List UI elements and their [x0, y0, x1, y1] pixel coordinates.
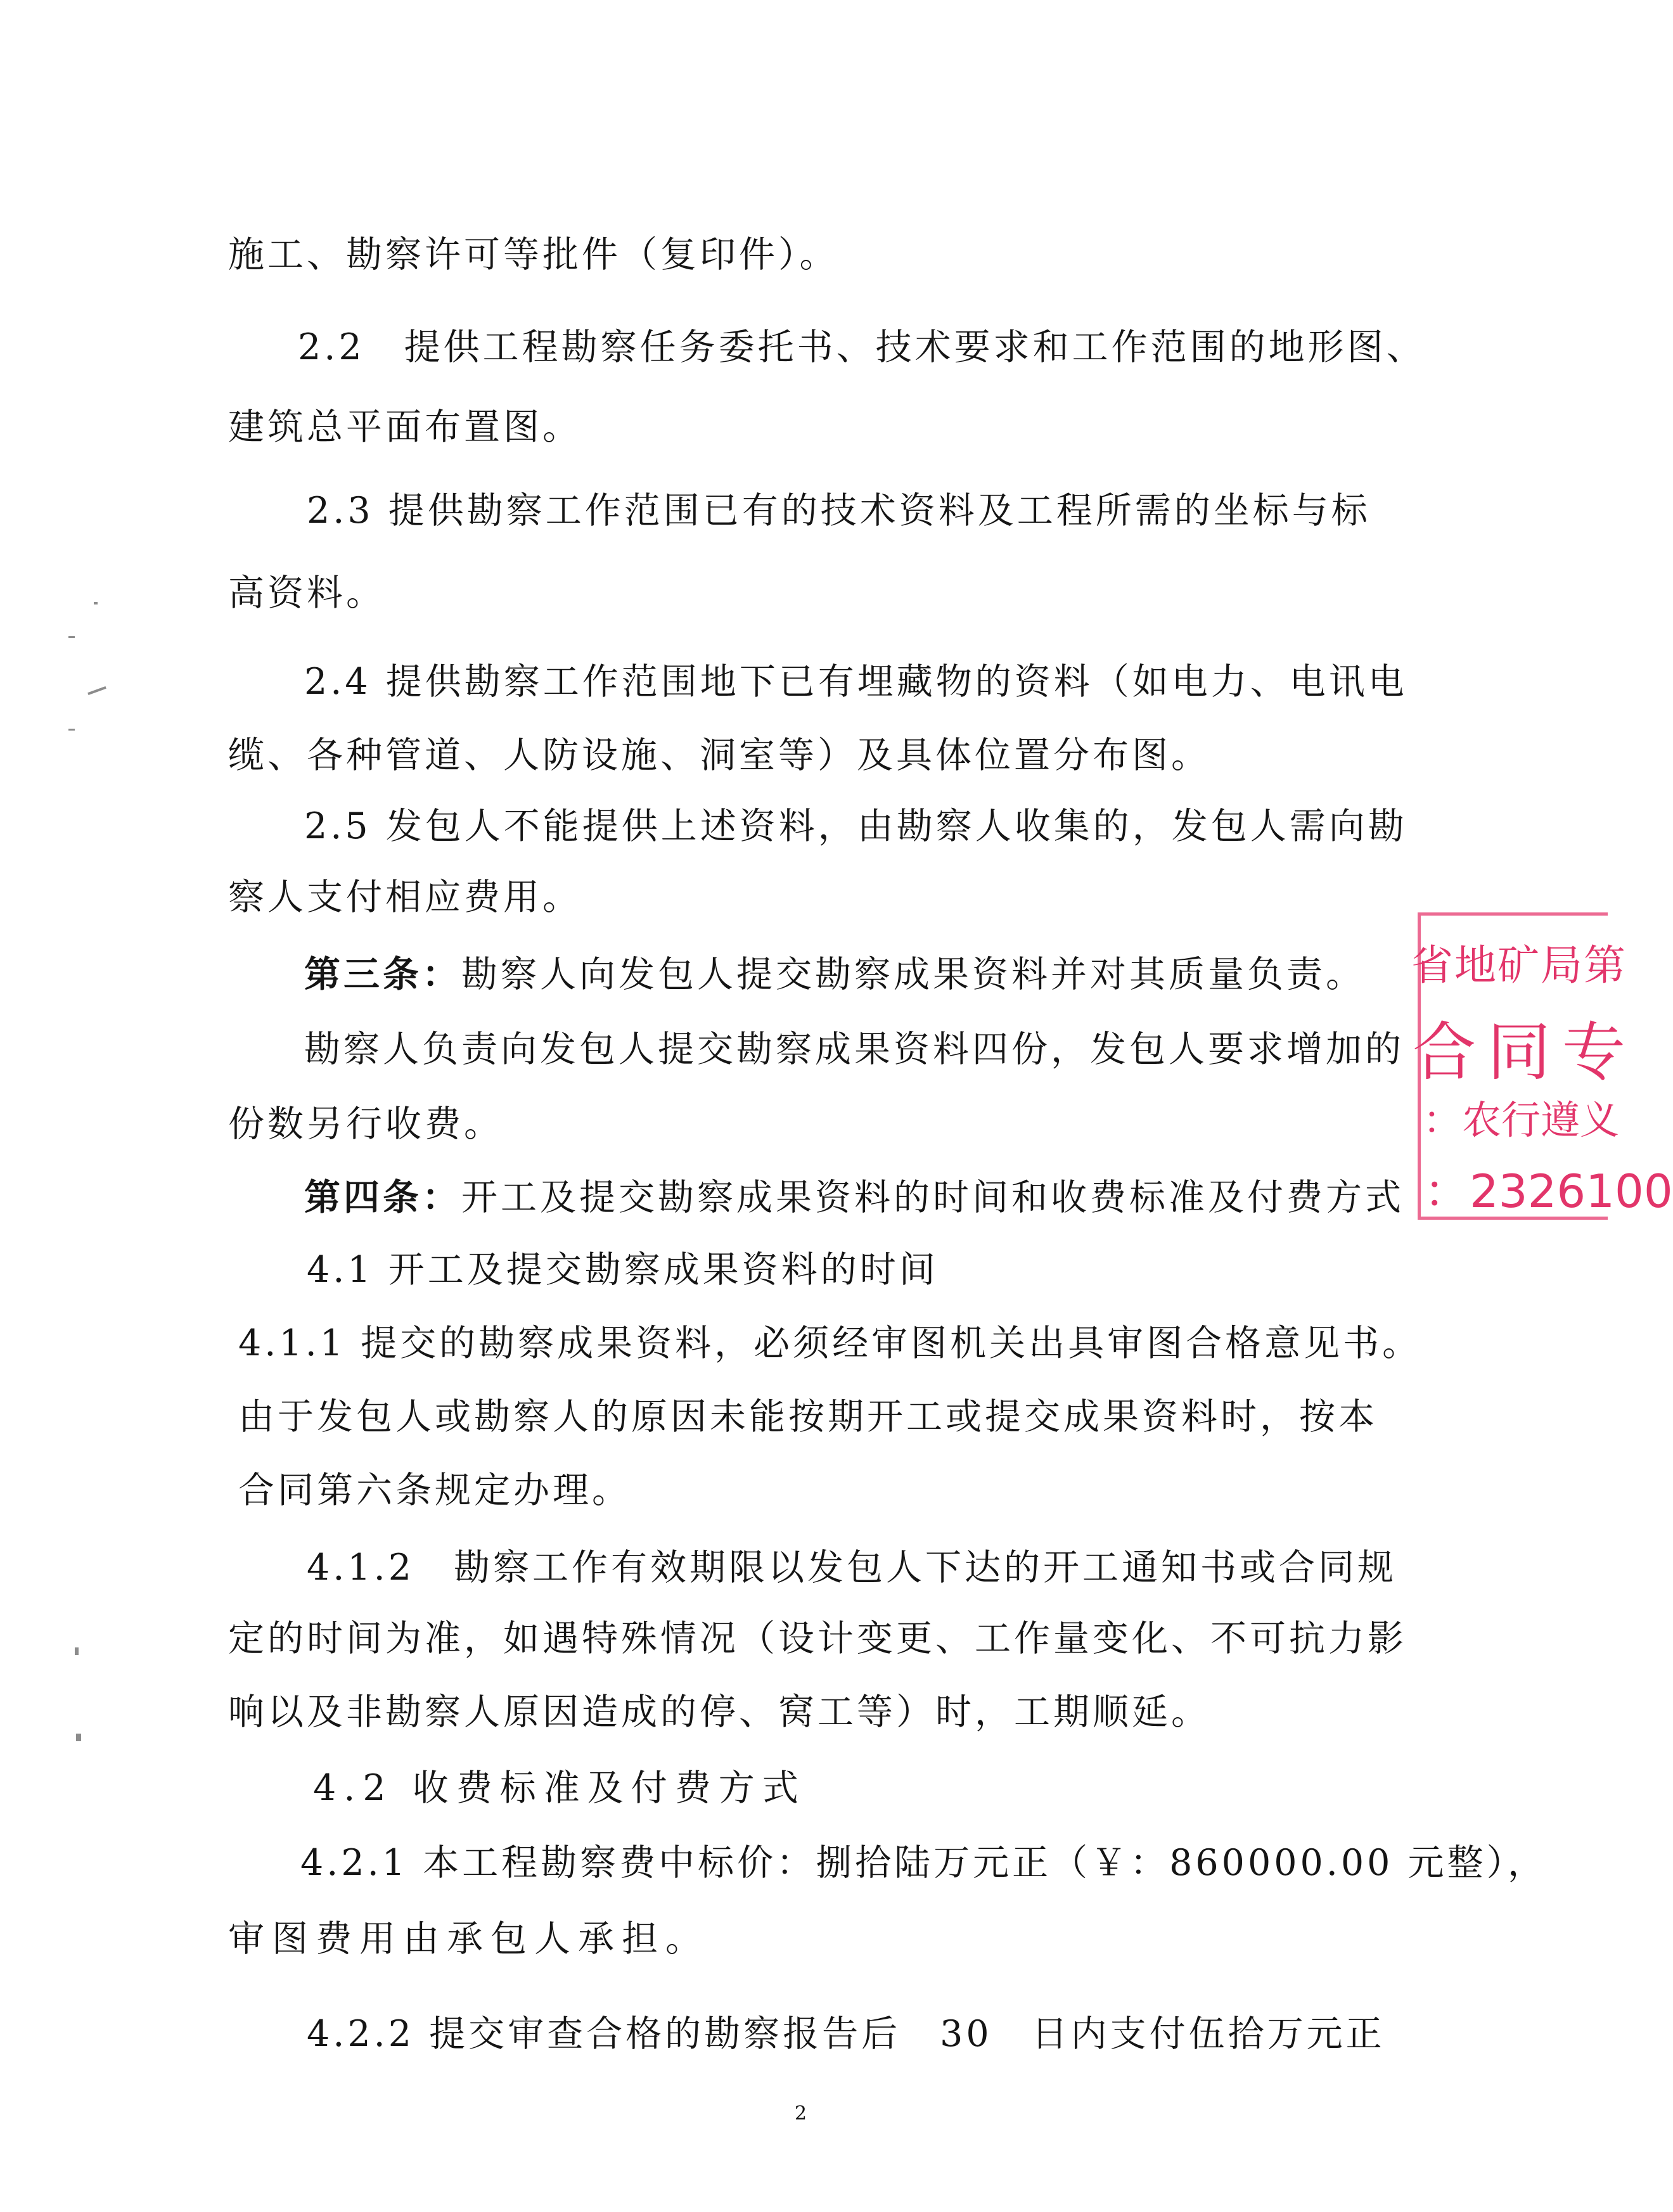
text-line: 2.2 提供工程勘察任务委托书、技术要求和工作范围的地形图、: [298, 326, 1426, 368]
text-line: 4.1.1 提交的勘察成果资料，必须经审图机关出具审图合格意见书。: [238, 1322, 1422, 1364]
text-line: 审图费用由承包人承担。: [228, 1918, 709, 1960]
text-line: 察人支付相应费用。: [228, 876, 582, 918]
article-3-heading: [304, 952, 1365, 997]
article-4-text: 开工及提交勘察成果资料的时间和收费标准及付费方式: [461, 1177, 1404, 1218]
text-line: 2.5 发包人不能提供上述资料，由勘察人收集的，发包人需向勘: [304, 805, 1407, 847]
text-line: 定的时间为准，如遇特殊情况（设计变更、工作量变化、不可抗力影: [228, 1618, 1407, 1659]
text-line: 2.3 提供勘察工作范围已有的技术资料及工程所需的坐标与标: [307, 490, 1371, 532]
section-heading: 4.1 开工及提交勘察成果资料的时间: [307, 1249, 939, 1291]
article-4-heading: [304, 1175, 1404, 1220]
article-3-label: 第三条：: [304, 953, 461, 995]
text-line: 建筑总平面布置图。: [228, 406, 582, 448]
article-3-text: 勘察人向发包人提交勘察成果资料并对其质量负责。: [461, 954, 1365, 995]
stamp-text: ：农行遵义: [1423, 1097, 1620, 1143]
text-line: 施工、勘察许可等批件（复印件）。: [228, 234, 839, 276]
text-line: 勘察人负责向发包人提交勘察成果资料四份，发包人要求增加的: [304, 1028, 1404, 1070]
text-line: 份数另行收费。: [228, 1103, 503, 1145]
stamp-text: ：2326100: [1424, 1165, 1673, 1218]
scan-speck: [68, 729, 75, 731]
article-4-label: 第四条：: [304, 1176, 461, 1218]
text-line: 4.2.1 本工程勘察费中标价：捌拾陆万元正（￥：860000.00 元整），: [300, 1842, 1548, 1884]
page-number: 2: [795, 2102, 807, 2125]
text-line: 2.4 提供勘察工作范围地下已有埋藏物的资料（如电力、电讯电: [304, 661, 1407, 703]
text-line: 由于发包人或勘察人的原因未能按期开工或提交成果资料时，按本: [238, 1396, 1378, 1438]
scan-speck: [76, 1734, 81, 1741]
text-line: 缆、各种管道、人防设施、洞室等）及具体位置分布图。: [228, 734, 1210, 776]
stamp-text: 合同专: [1413, 1015, 1637, 1089]
scan-speck: [68, 636, 75, 638]
scan-speck: [75, 1647, 79, 1655]
stamp-text: 省地矿局第: [1411, 941, 1627, 990]
scan-speck: [87, 686, 106, 695]
scan-speck: [94, 602, 98, 604]
text-line: 4.2.2 提交审查合格的勘察报告后 30 日内支付伍拾万元正: [307, 2013, 1385, 2055]
red-seal-stamp: [1404, 906, 1673, 1242]
stamp-border: [1418, 912, 1608, 916]
text-line: 合同第六条规定办理。: [238, 1469, 631, 1511]
text-line: 4.1.2 勘察工作有效期限以发包人下达的开工通知书或合同规: [307, 1547, 1397, 1589]
section-heading: 4.2 收费标准及付费方式: [313, 1767, 806, 1809]
text-line: 高资料。: [228, 572, 385, 614]
text-line: 响以及非勘察人原因造成的停、窝工等）时，工期顺延。: [228, 1691, 1210, 1733]
